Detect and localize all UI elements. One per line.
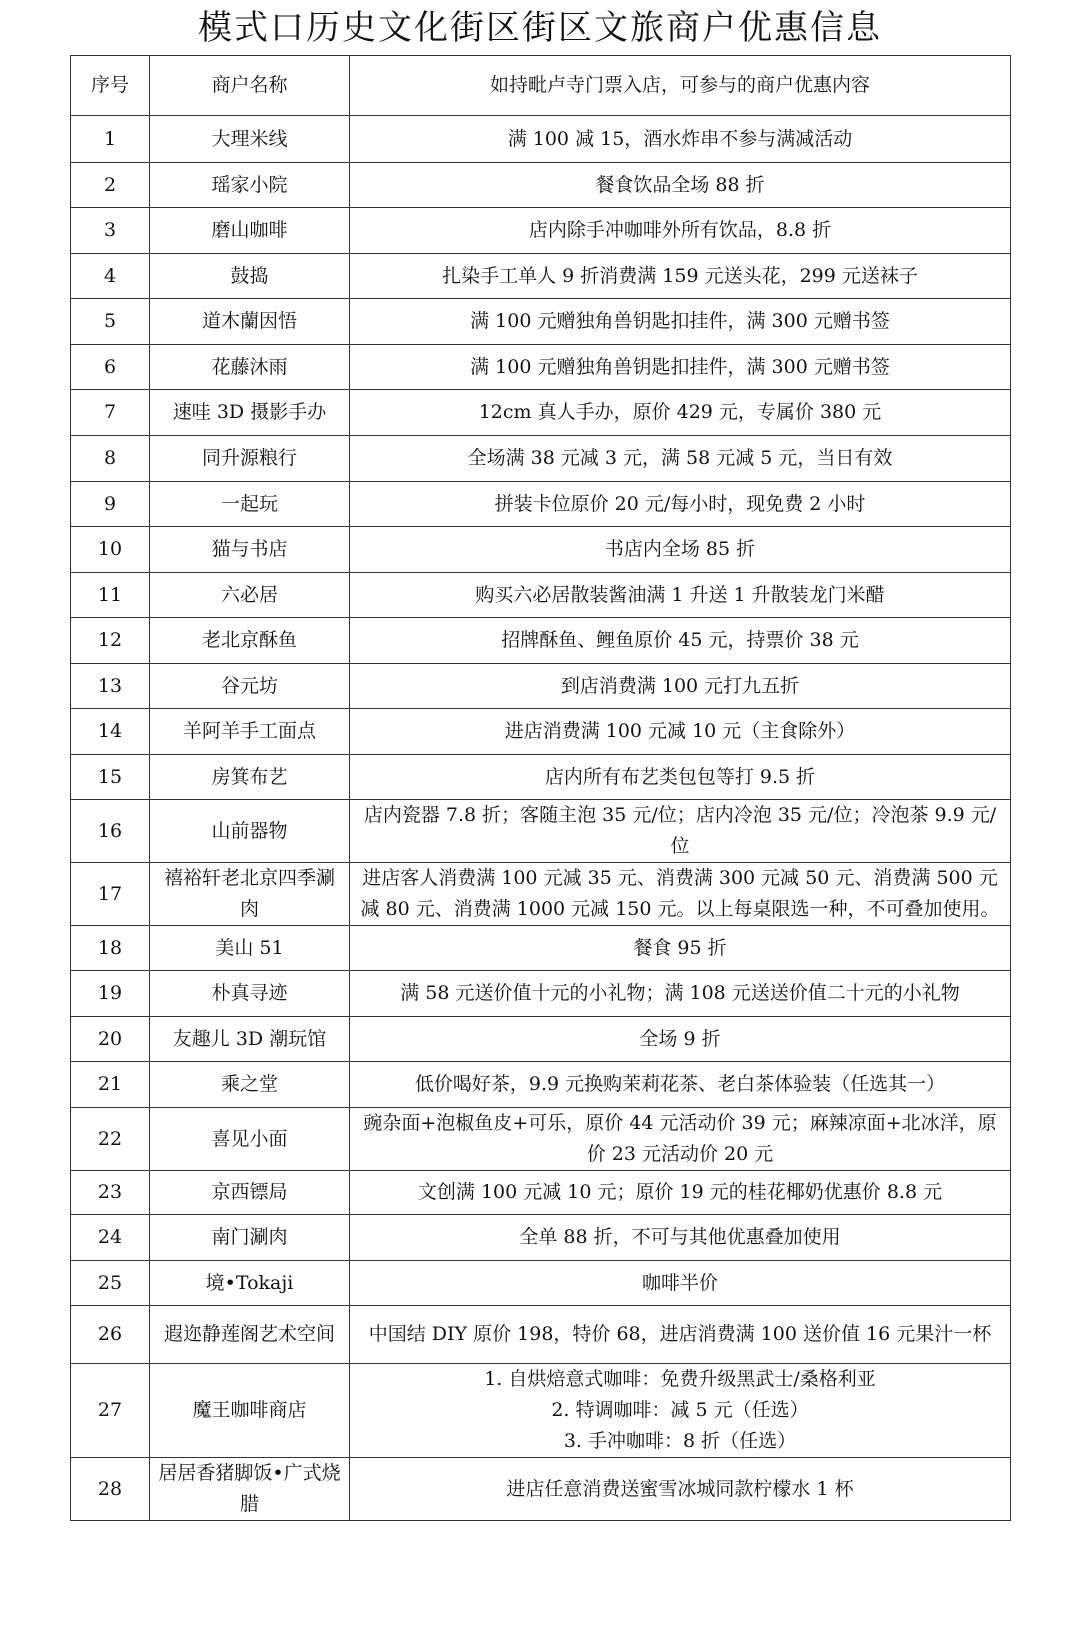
merchant-offer: 招牌酥鱼、鲤鱼原价 45 元，持票价 38 元	[350, 618, 1011, 664]
row-number: 28	[71, 1458, 150, 1521]
offer-line: 1. 自烘焙意式咖啡：免费升级黑武士/桑格利亚	[484, 1368, 876, 1390]
row-number: 26	[71, 1306, 150, 1364]
merchant-name: 六必居	[150, 573, 350, 618]
table-row	[71, 926, 1011, 971]
row-number: 12	[71, 618, 150, 664]
table-header-row	[71, 56, 1011, 116]
row-number: 15	[71, 755, 150, 800]
row-number: 6	[71, 345, 150, 390]
table-row	[71, 436, 1011, 482]
row-number: 8	[71, 436, 150, 482]
merchant-offer: 满 58 元送价值十元的小礼物；满 108 元送送价值二十元的小礼物	[350, 971, 1011, 1017]
table-row	[71, 254, 1011, 299]
table-body	[71, 116, 1011, 1521]
merchant-offer: 到店消费满 100 元打九五折	[350, 664, 1011, 709]
row-number: 25	[71, 1261, 150, 1306]
table-row	[71, 709, 1011, 755]
table-row	[71, 1108, 1011, 1171]
merchant-offer: 进店客人消费满 100 元减 35 元、消费满 300 元减 50 元、消费满 500 元减 80 元、消费满 1000 元减 150 元。以上每桌限选一种，不可叠加使用。	[350, 863, 1011, 926]
table-row	[71, 664, 1011, 709]
merchant-name: 乘之堂	[150, 1062, 350, 1108]
merchant-name: 速哇 3D 摄影手办	[150, 390, 350, 436]
merchant-name: 朴真寻迹	[150, 971, 350, 1017]
row-number: 13	[71, 664, 150, 709]
row-number: 16	[71, 800, 150, 863]
merchant-offer: 扎染手工单人 9 折消费满 159 元送头花，299 元送袜子	[350, 254, 1011, 299]
merchant-name: 房箕布艺	[150, 755, 350, 800]
row-number: 18	[71, 926, 150, 971]
row-number: 20	[71, 1017, 150, 1062]
merchant-name: 京西镖局	[150, 1171, 350, 1215]
merchant-offer: 购买六必居散装酱油满 1 升送 1 升散装龙门米醋	[350, 573, 1011, 618]
merchant-offer: 中国结 DIY 原价 198，特价 68，进店消费满 100 送价值 16 元果汁一杯	[350, 1306, 1011, 1364]
merchant-name: 道木蘭因悟	[150, 299, 350, 345]
merchant-name: 禧裕轩老北京四季涮肉	[150, 863, 350, 926]
row-number: 24	[71, 1215, 150, 1261]
table-row	[71, 482, 1011, 527]
row-number: 2	[71, 163, 150, 208]
row-number: 9	[71, 482, 150, 527]
header-no: 序号	[71, 56, 150, 116]
table-row	[71, 527, 1011, 573]
merchant-name: 谷元坊	[150, 664, 350, 709]
row-number: 3	[71, 208, 150, 254]
table-row	[71, 800, 1011, 863]
row-number: 5	[71, 299, 150, 345]
merchant-offer: 全单 88 折，不可与其他优惠叠加使用	[350, 1215, 1011, 1261]
merchant-name: 山前器物	[150, 800, 350, 863]
row-number: 11	[71, 573, 150, 618]
merchant-offer: 全场满 38 元减 3 元，满 58 元减 5 元，当日有效	[350, 436, 1011, 482]
merchant-offer: 店内除手冲咖啡外所有饮品，8.8 折	[350, 208, 1011, 254]
table-row	[71, 1017, 1011, 1062]
merchant-name: 羊阿羊手工面点	[150, 709, 350, 755]
merchant-offer: 书店内全场 85 折	[350, 527, 1011, 573]
merchant-name: 老北京酥鱼	[150, 618, 350, 664]
merchant-offer: 低价喝好茶，9.9 元换购茉莉花茶、老白茶体验装（任选其一）	[350, 1062, 1011, 1108]
merchant-offer: 文创满 100 元减 10 元；原价 19 元的桂花椰奶优惠价 8.8 元	[350, 1171, 1011, 1215]
table-row	[71, 755, 1011, 800]
merchant-name: 猫与书店	[150, 527, 350, 573]
merchant-name: 瑶家小院	[150, 163, 350, 208]
row-number: 1	[71, 116, 150, 163]
merchant-table	[70, 55, 1011, 1521]
merchant-offer: 餐食饮品全场 88 折	[350, 163, 1011, 208]
header-name: 商户名称	[150, 56, 350, 116]
table-row	[71, 390, 1011, 436]
table-row	[71, 1261, 1011, 1306]
row-number: 21	[71, 1062, 150, 1108]
merchant-offer	[350, 1364, 1011, 1458]
table-row	[71, 1306, 1011, 1364]
merchant-name: 南门涮肉	[150, 1215, 350, 1261]
merchant-offer: 满 100 元赠独角兽钥匙扣挂件，满 300 元赠书签	[350, 299, 1011, 345]
merchant-offer: 全场 9 折	[350, 1017, 1011, 1062]
merchant-offer: 店内所有布艺类包包等打 9.5 折	[350, 755, 1011, 800]
table-row	[71, 299, 1011, 345]
offer-line: 2. 特调咖啡：减 5 元（任选）	[551, 1399, 809, 1421]
merchant-name: 遐迩静莲阁艺术空间	[150, 1306, 350, 1364]
row-number: 10	[71, 527, 150, 573]
merchant-offer: 12cm 真人手办，原价 429 元，专属价 380 元	[350, 390, 1011, 436]
row-number: 7	[71, 390, 150, 436]
row-number: 27	[71, 1364, 150, 1458]
table-row	[71, 573, 1011, 618]
merchant-name: 磨山咖啡	[150, 208, 350, 254]
merchant-offer: 店内瓷器 7.8 折；客随主泡 35 元/位；店内冷泡 35 元/位；冷泡茶 9.9 元/位	[350, 800, 1011, 863]
table-row	[71, 345, 1011, 390]
table-row	[71, 863, 1011, 926]
merchant-name: 鼓捣	[150, 254, 350, 299]
merchant-name: 魔王咖啡商店	[150, 1364, 350, 1458]
merchant-name: 居居香猪脚饭•广式烧腊	[150, 1458, 350, 1521]
table-row	[71, 1458, 1011, 1521]
row-number: 19	[71, 971, 150, 1017]
merchant-name: 友趣儿 3D 潮玩馆	[150, 1017, 350, 1062]
row-number: 17	[71, 863, 150, 926]
table-row	[71, 1215, 1011, 1261]
merchant-offer: 进店消费满 100 元减 10 元（主食除外）	[350, 709, 1011, 755]
merchant-offer: 咖啡半价	[350, 1261, 1011, 1306]
row-number: 4	[71, 254, 150, 299]
merchant-name: 花藤沐雨	[150, 345, 350, 390]
table-row	[71, 971, 1011, 1017]
merchant-name: 喜见小面	[150, 1108, 350, 1171]
table-row	[71, 1171, 1011, 1215]
table-row	[71, 163, 1011, 208]
merchant-name: 同升源粮行	[150, 436, 350, 482]
merchant-offer: 满 100 元赠独角兽钥匙扣挂件，满 300 元赠书签	[350, 345, 1011, 390]
table-row	[71, 208, 1011, 254]
merchant-offer: 拼装卡位原价 20 元/每小时，现免费 2 小时	[350, 482, 1011, 527]
merchant-name: 美山 51	[150, 926, 350, 971]
merchant-offer: 豌杂面+泡椒鱼皮+可乐，原价 44 元活动价 39 元；麻辣凉面+北冰洋，原价 23 元活动价 20 元	[350, 1108, 1011, 1171]
table-row	[71, 1364, 1011, 1458]
merchant-name: 境•Tokaji	[150, 1261, 350, 1306]
merchant-name: 一起玩	[150, 482, 350, 527]
offer-line: 3. 手冲咖啡：8 折（任选）	[563, 1430, 797, 1452]
table-row	[71, 1062, 1011, 1108]
header-offer: 如持毗卢寺门票入店，可参与的商户优惠内容	[350, 56, 1011, 116]
row-number: 22	[71, 1108, 150, 1171]
row-number: 23	[71, 1171, 150, 1215]
table-row	[71, 618, 1011, 664]
merchant-offer: 进店任意消费送蜜雪冰城同款柠檬水 1 杯	[350, 1458, 1011, 1521]
merchant-name: 大理米线	[150, 116, 350, 163]
table-row	[71, 116, 1011, 163]
merchant-offer: 餐食 95 折	[350, 926, 1011, 971]
row-number: 14	[71, 709, 150, 755]
merchant-offer: 满 100 减 15，酒水炸串不参与满减活动	[350, 116, 1011, 163]
page-title: 模式口历史文化街区街区文旅商户优惠信息	[198, 8, 882, 48]
